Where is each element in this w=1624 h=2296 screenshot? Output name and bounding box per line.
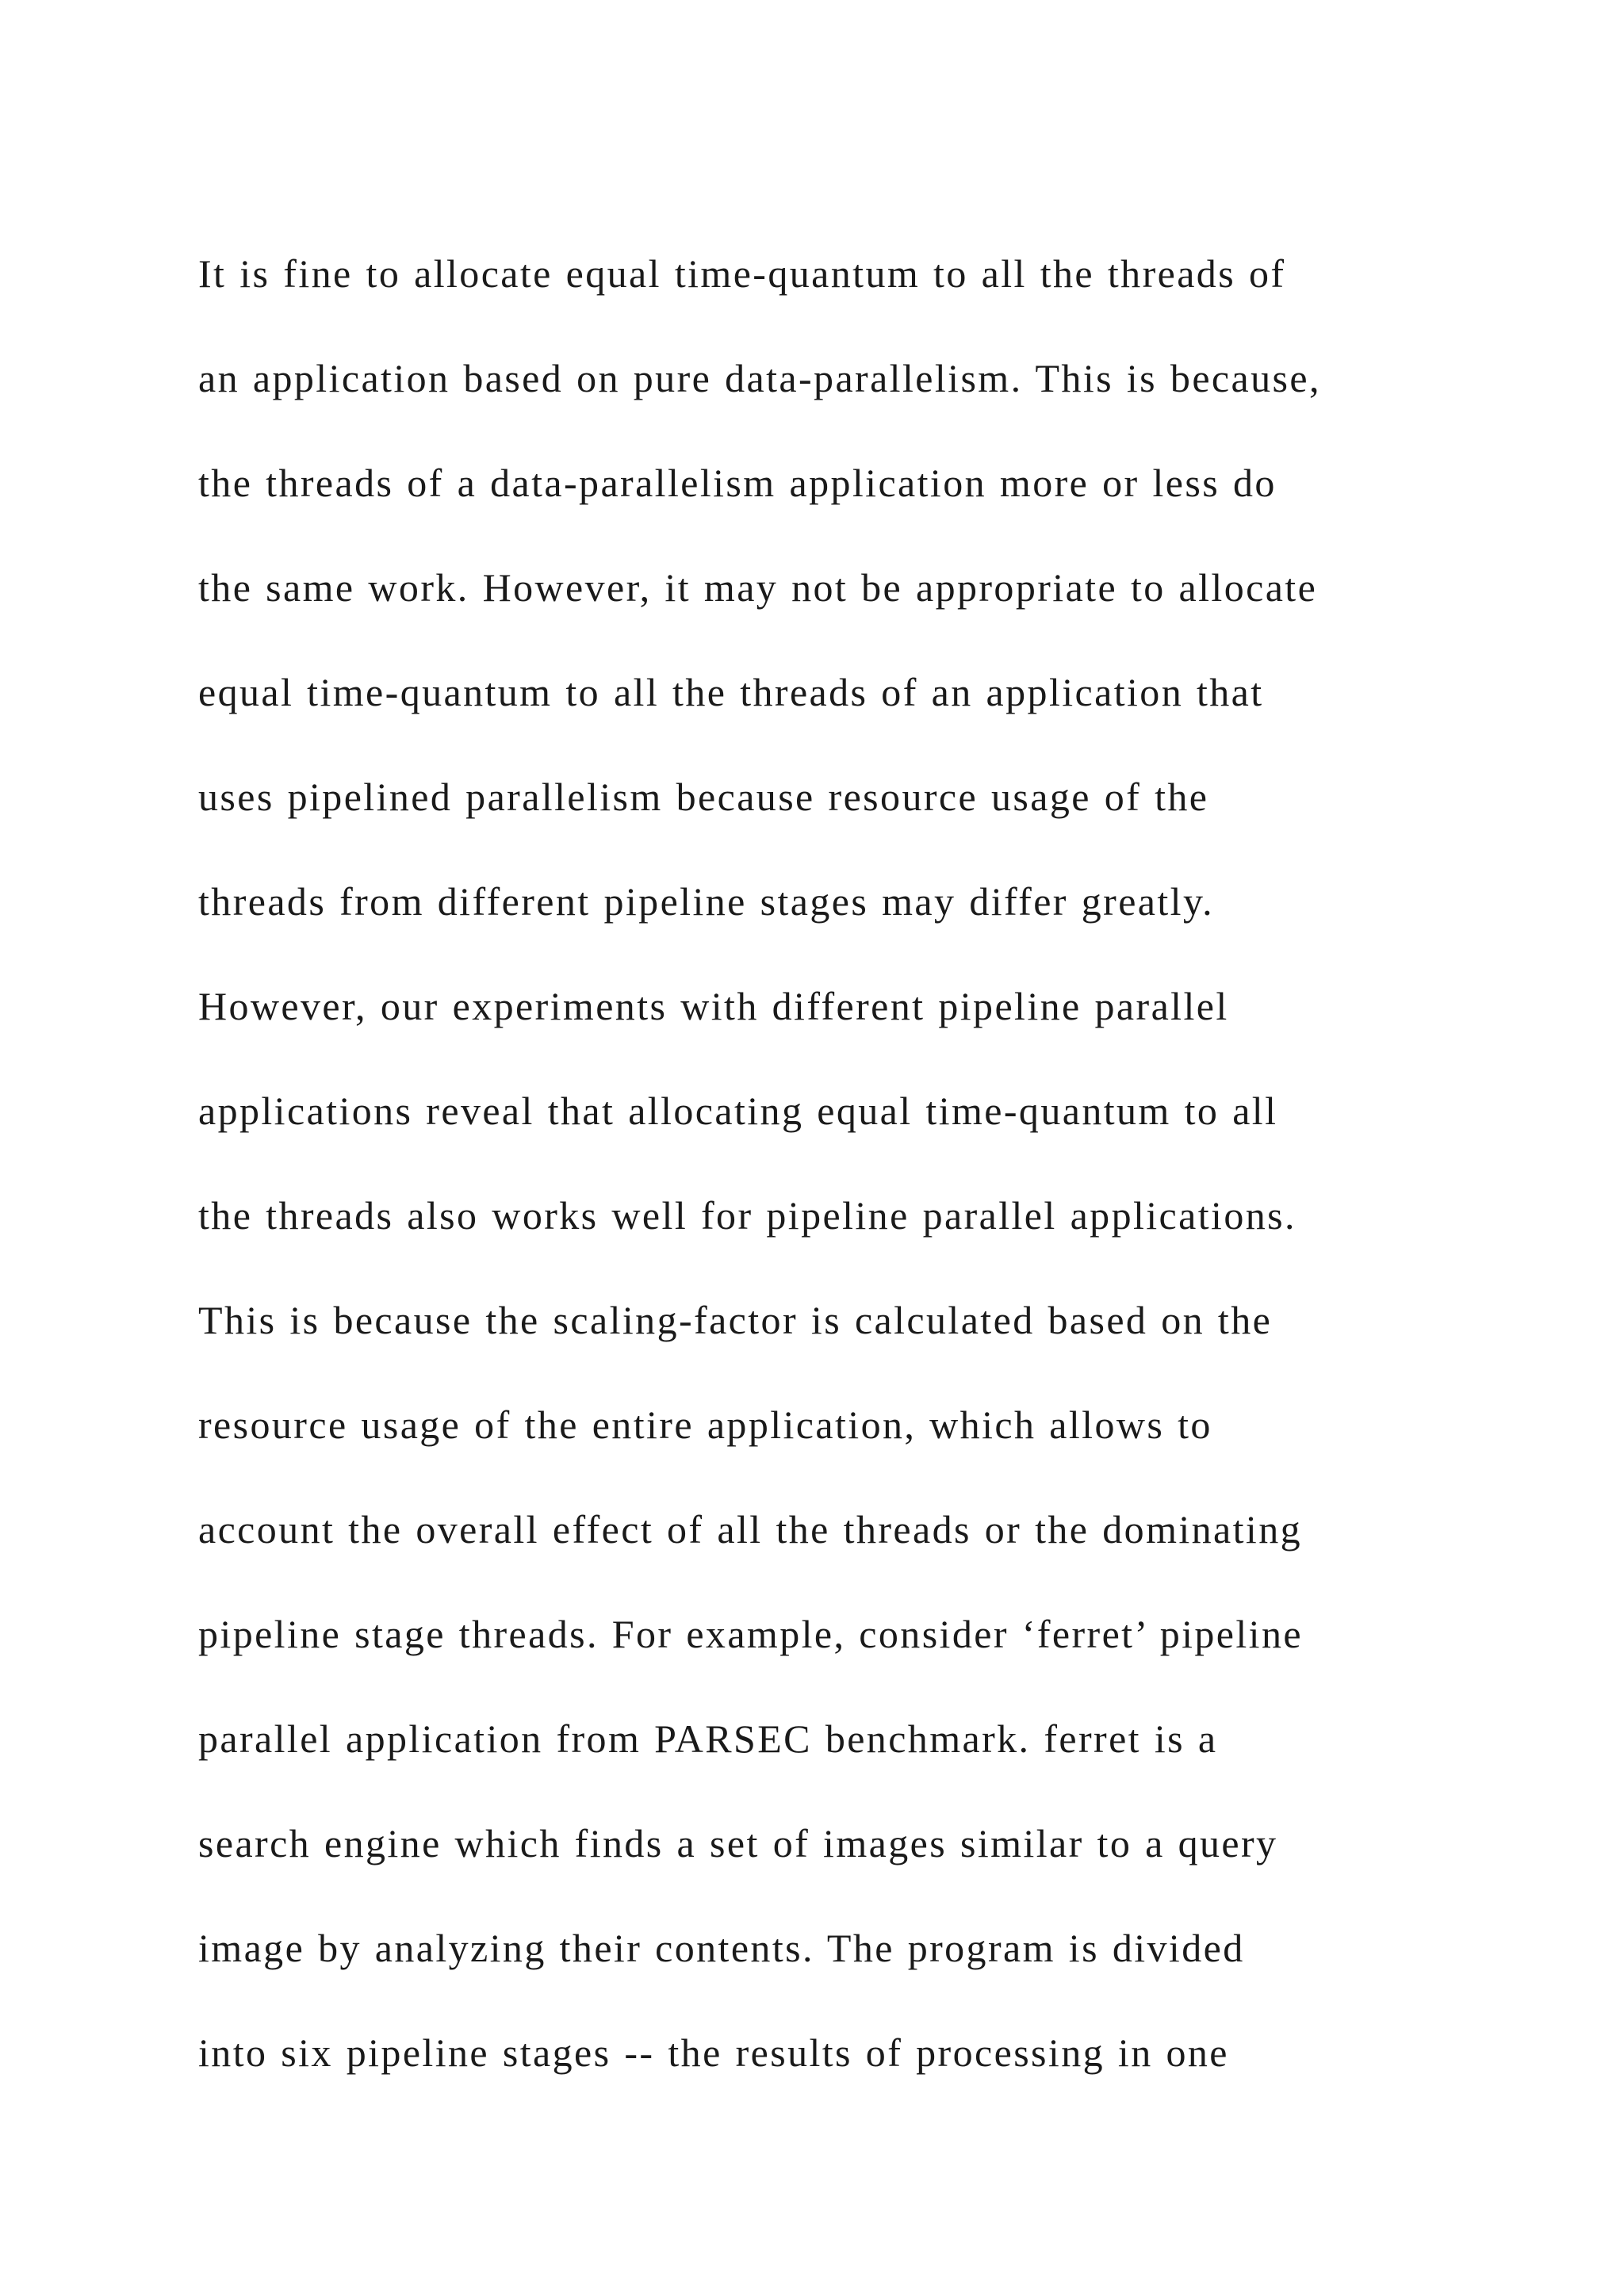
text-line-8: However, our experiments with different pipeline parallel bbox=[198, 984, 1229, 1028]
body-paragraph bbox=[198, 246, 1483, 2130]
text-line-12: resource usage of the entire application, which allows to bbox=[198, 1402, 1212, 1447]
text-line-9: applications reveal that allocating equal time-quantum to all bbox=[198, 1089, 1278, 1133]
text-line-1: It is fine to allocate equal time-quantum to all the threads of bbox=[198, 251, 1286, 296]
text-line-17: image by analyzing their contents. The program is divided bbox=[198, 1926, 1245, 1970]
text-line-6: uses pipelined parallelism because resource usage of the bbox=[198, 775, 1209, 819]
text-line-13: account the overall effect of all the threads or the dominating bbox=[198, 1507, 1303, 1552]
text-line-7: threads from different pipeline stages may differ greatly. bbox=[198, 879, 1215, 924]
text-line-5: equal time-quantum to all the threads of an application that bbox=[198, 670, 1264, 714]
text-line-11: This is because the scaling-factor is calculated based on the bbox=[198, 1298, 1273, 1342]
text-line-4: the same work. However, it may not be appropriate to allocate bbox=[198, 565, 1318, 610]
text-line-18: into six pipeline stages -- the results of processing in one bbox=[198, 2030, 1229, 2075]
text-line-14: pipeline stage threads. For example, consider ‘ferret’ pipeline bbox=[198, 1612, 1303, 1656]
text-line-10: the threads also works well for pipeline parallel applications. bbox=[198, 1193, 1297, 1238]
text-line-15: parallel application from PARSEC benchmark. ferret is a bbox=[198, 1716, 1218, 1761]
text-line-2: an application based on pure data-parallelism. This is because, bbox=[198, 356, 1321, 400]
text-line-16: search engine which finds a set of images similar to a query bbox=[198, 1821, 1278, 1866]
text-line-3: the threads of a data-parallelism application more or less do bbox=[198, 461, 1277, 505]
